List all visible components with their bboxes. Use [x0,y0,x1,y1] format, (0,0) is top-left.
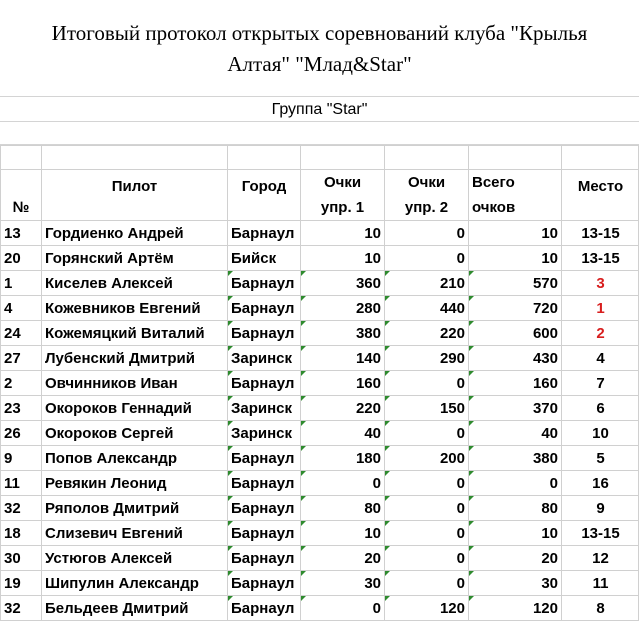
cell-total: 570 [469,271,562,296]
cell-total: 30 [469,571,562,596]
header-points-2-line-1: Очки [407,174,446,191]
cell-pilot: Окороков Геннадий [42,396,228,421]
cell-city: Барнаул [228,446,301,471]
cell-place: 13-15 [562,521,639,546]
cell-pilot: Слизевич Евгений [42,521,228,546]
cell-pilot: Ревякин Леонид [42,471,228,496]
cell-num: 27 [1,346,42,371]
cell-num: 18 [1,521,42,546]
table-row [1,346,639,371]
cell-points-2: 0 [385,546,469,571]
cell-city: Барнаул [228,221,301,246]
cell-total: 160 [469,371,562,396]
cell-total: 10 [469,246,562,271]
cell-num: 20 [1,246,42,271]
cell-points-1: 10 [301,246,385,271]
cell-place: 16 [562,471,639,496]
cell-num: 9 [1,446,42,471]
cell-pilot: Кожемяцкий Виталий [42,321,228,346]
cell-place: 1 [562,296,639,321]
title-line-1: Итоговый протокол открытых соревнований клуба "Крылья [51,21,588,45]
cell-pilot: Окороков Сергей [42,421,228,446]
cell-points-2: 440 [385,296,469,321]
cell-points-2: 0 [385,421,469,446]
header-place [562,170,639,221]
sheet-gridline [0,121,639,122]
cell-pilot: Лубенский Дмитрий [42,346,228,371]
cell-city: Бийск [228,246,301,271]
cell-pilot: Бельдеев Дмитрий [42,596,228,621]
cell-points-2: 0 [385,571,469,596]
table-row [1,496,639,521]
cell-city: Барнаул [228,371,301,396]
header-total-line-2: очков [472,199,516,216]
cell-points-1: 30 [301,571,385,596]
cell-pilot: Ряполов Дмитрий [42,496,228,521]
cell-total: 0 [469,471,562,496]
group-label: Группа "Star" [271,101,368,118]
cell-city: Заринск [228,396,301,421]
table-row [1,396,639,421]
results-table [0,145,639,621]
table-row [1,246,639,271]
cell-points-1: 40 [301,421,385,446]
cell-points-2: 0 [385,221,469,246]
header-num: № [1,170,42,221]
cell-city: Барнаул [228,296,301,321]
cell-pilot: Шипулин Александр [42,571,228,596]
title-line-2: Алтая" "Млад&Star" [227,52,412,76]
cell-pilot: Устюгов Алексей [42,546,228,571]
header-points-1-line-2: упр. 1 [320,199,365,216]
cell-points-1: 380 [301,321,385,346]
cell-num: 4 [1,296,42,321]
table-row [1,446,639,471]
header-points-1-line-1: Очки [323,174,362,191]
cell-city: Заринск [228,421,301,446]
cell-city: Барнаул [228,521,301,546]
cell-total: 720 [469,296,562,321]
cell-city: Барнаул [228,321,301,346]
cell-place: 7 [562,371,639,396]
cell-total: 120 [469,596,562,621]
cell-points-1: 220 [301,396,385,421]
cell-num: 30 [1,546,42,571]
cell-points-2: 290 [385,346,469,371]
cell-city: Барнаул [228,596,301,621]
header-row [1,170,639,221]
cell-num: 2 [1,371,42,396]
header-city [228,170,301,221]
table-row [1,546,639,571]
cell-pilot: Киселев Алексей [42,271,228,296]
cell-pilot: Попов Александр [42,446,228,471]
cell-city: Барнаул [228,271,301,296]
cell-pilot: Гордиенко Андрей [42,221,228,246]
cell-points-1: 280 [301,296,385,321]
cell-place: 13-15 [562,221,639,246]
cell-place: 13-15 [562,246,639,271]
cell-points-2: 0 [385,246,469,271]
cell-place: 12 [562,546,639,571]
cell-points-1: 10 [301,521,385,546]
cell-total: 370 [469,396,562,421]
table-row [1,596,639,621]
header-points-1 [301,170,385,221]
cell-points-1: 0 [301,471,385,496]
cell-points-1: 20 [301,546,385,571]
table-row [1,371,639,396]
cell-city: Барнаул [228,471,301,496]
cell-num: 1 [1,271,42,296]
cell-points-2: 0 [385,371,469,396]
cell-num: 19 [1,571,42,596]
cell-num: 13 [1,221,42,246]
cell-total: 40 [469,421,562,446]
table-row [1,221,639,246]
cell-place: 4 [562,346,639,371]
cell-points-1: 140 [301,346,385,371]
cell-points-1: 10 [301,221,385,246]
table-row [1,471,639,496]
header-city-label: Город [241,178,287,195]
cell-points-1: 360 [301,271,385,296]
table-row [1,271,639,296]
cell-place: 3 [562,271,639,296]
cell-place: 10 [562,421,639,446]
cell-num: 26 [1,421,42,446]
cell-place: 8 [562,596,639,621]
cell-place: 6 [562,396,639,421]
cell-total: 10 [469,221,562,246]
cell-points-1: 160 [301,371,385,396]
cell-num: 32 [1,596,42,621]
table-row [1,296,639,321]
results-body [1,221,639,621]
cell-total: 80 [469,496,562,521]
cell-total: 10 [469,521,562,546]
cell-pilot: Горянский Артём [42,246,228,271]
table-row [1,321,639,346]
cell-total: 430 [469,346,562,371]
cell-city: Барнаул [228,496,301,521]
protocol-title [0,18,639,80]
cell-pilot: Кожевников Евгений [42,296,228,321]
table-row [1,421,639,446]
cell-total: 380 [469,446,562,471]
cell-points-2: 120 [385,596,469,621]
cell-num: 24 [1,321,42,346]
cell-points-2: 150 [385,396,469,421]
cell-total: 20 [469,546,562,571]
table-row [1,571,639,596]
cell-points-1: 80 [301,496,385,521]
header-points-2 [385,170,469,221]
empty-row [1,146,639,170]
cell-place: 11 [562,571,639,596]
cell-points-1: 0 [301,596,385,621]
header-points-2-line-2: упр. 2 [404,199,449,216]
cell-city: Барнаул [228,571,301,596]
cell-place: 2 [562,321,639,346]
cell-city: Заринск [228,346,301,371]
header-total-line-1: Всего [472,174,515,191]
table-row [1,521,639,546]
cell-pilot: Овчинников Иван [42,371,228,396]
header-pilot [42,170,228,221]
cell-place: 9 [562,496,639,521]
cell-points-2: 0 [385,496,469,521]
header-pilot-label: Пилот [111,178,158,195]
cell-num: 32 [1,496,42,521]
cell-points-1: 180 [301,446,385,471]
cell-points-2: 200 [385,446,469,471]
header-place-label: Место [577,178,624,195]
cell-place: 5 [562,446,639,471]
cell-points-2: 220 [385,321,469,346]
header-total [469,170,562,221]
cell-points-2: 210 [385,271,469,296]
cell-total: 600 [469,321,562,346]
cell-num: 11 [1,471,42,496]
cell-city: Барнаул [228,546,301,571]
cell-num: 23 [1,396,42,421]
cell-points-2: 0 [385,471,469,496]
cell-points-2: 0 [385,521,469,546]
